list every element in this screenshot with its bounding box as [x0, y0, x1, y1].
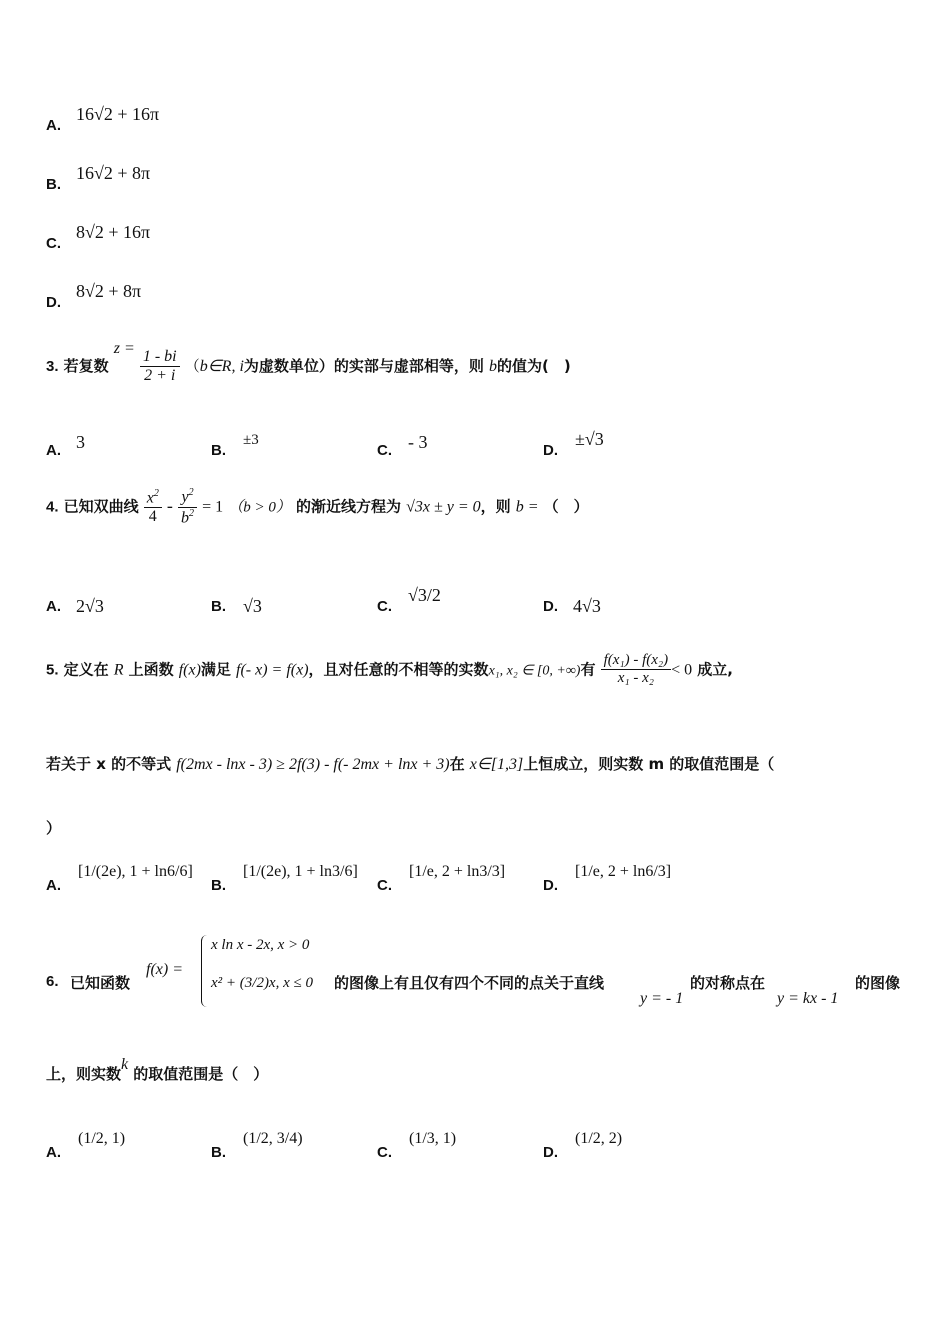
q6-text-d: 的图像: [855, 974, 901, 992]
q3-cond-open: （: [184, 357, 200, 375]
q6-line2-a: 上，则实数: [46, 1065, 122, 1083]
q6-option-a-label: A.: [46, 1144, 61, 1161]
q5-ineq-frac: [601, 652, 672, 688]
q3-text-end: 的值为( ): [497, 357, 571, 375]
q2-option-d-label: D.: [46, 294, 61, 311]
q4-frac-x: $\frac{x^2}{4}$: [144, 488, 162, 527]
q2-option-d-expr: 8√2 + 8π: [76, 281, 142, 301]
q4-option-b-label: B.: [211, 598, 226, 615]
q3-option-c-label: C.: [377, 442, 392, 459]
q5-option-c-label: C.: [377, 877, 392, 894]
q2-option-c-expr: 8√2 + 16π: [76, 222, 151, 242]
q5-option-a-expr: [1/(2e), 1 + ln6/6]: [78, 863, 193, 880]
q6-text-c: 的对称点在: [690, 974, 766, 992]
q6-line2-b: 的取值范围是（ ）: [133, 1065, 269, 1083]
q3-number: 3.: [46, 358, 59, 375]
q5-line2-interval: x∈[1,3]: [469, 756, 524, 773]
q5-text-b: 上函数: [128, 660, 174, 679]
q5-number: 5.: [46, 661, 59, 679]
q2-option-a-label: A.: [46, 117, 61, 134]
q3-stem: [46, 340, 571, 385]
q5-line2-c: 上恒成立，则实数 m 的取值范围是（: [523, 755, 775, 773]
q2-option-b-expr: 16√2 + 8π: [76, 163, 151, 183]
q5-text-f: 成立,: [697, 660, 733, 679]
q3-option-a-label: A.: [46, 442, 61, 459]
q6-option-c-expr: (1/3, 1): [409, 1130, 457, 1147]
q4-option-a-expr: 2√3: [76, 596, 104, 616]
q6-line2: y = kx - 1: [777, 990, 839, 1007]
q4-text-a: 已知双曲线: [63, 497, 139, 516]
q4-text-c: ，则: [480, 497, 511, 516]
q6-option-d-expr: (1/2, 2): [575, 1130, 623, 1147]
q3-option-d-label: D.: [543, 442, 558, 459]
q5-option-d-expr: [1/e, 2 + ln6/3]: [575, 863, 672, 880]
q5-option-b-label: B.: [211, 877, 226, 894]
q6-stem-line2: [46, 1056, 268, 1084]
q6-line: y = - 1: [640, 990, 684, 1007]
q4-option-d-label: D.: [543, 598, 558, 615]
q5-line2-b: 在: [449, 755, 465, 773]
q5-text-a: 定义在: [63, 660, 109, 679]
q5-ineq-tail: < 0: [671, 661, 693, 679]
q5-domain: x₁, x₂ ∈ [0, +∞): [488, 663, 581, 679]
q6-number: 6.: [46, 973, 59, 990]
q4-var: b =: [515, 498, 539, 516]
q3-option-a-expr: 3: [76, 432, 85, 452]
q4-text-b: 的渐近线方程为: [295, 497, 401, 516]
q4-option-c-expr: √3/2: [408, 585, 441, 605]
q3-var: b: [489, 358, 497, 375]
q5-stem-line1: [46, 652, 733, 688]
q6-text-a: 已知函数: [70, 974, 131, 992]
q2-option-a-expr: 16√2 + 16π: [76, 104, 160, 124]
q6-text-b: 的图像上有且仅有四个不同的点关于直线: [334, 974, 605, 992]
q5-line2-ineq: f(2mx - lnx - 3) ≥ 2f(3) - f(- 2mx + lnx + 3): [176, 756, 450, 773]
q2-option-b-label: B.: [46, 176, 61, 193]
q3-option-c-expr: - 3: [408, 432, 428, 452]
q5-option-a-label: A.: [46, 877, 61, 894]
q4-stem: 4. 已知双曲线 $\frac{x^2}{4}$ - $\frac{y^2}{b^2}$ = 1 （b > 0） 的渐近线方程为 √3x ± y = 0，则 b = （ ）: [46, 487, 589, 527]
q6-case2: x² + (3/2)x, x ≤ 0: [211, 975, 313, 991]
q6-fx: f(x) =: [146, 961, 183, 978]
q6-option-d-label: D.: [543, 1144, 558, 1161]
q3-z: z =: [113, 340, 135, 357]
q3-numerator: 1 - bi: [140, 348, 180, 367]
q4-frac-y: $\frac{y^2}{b^2}$: [178, 487, 197, 527]
q5-text-d: ，且对任意的不相等的实数: [308, 660, 489, 679]
q4-eq-tail: = 1: [202, 498, 224, 516]
q4-text-end: （ ）: [543, 497, 589, 516]
q4-option-b-expr: √3: [243, 596, 262, 616]
q5-ineq-den: x₁ - x₂: [617, 670, 654, 687]
q6-case1: x ln x - 2x, x > 0: [211, 937, 310, 953]
q6-brace: [201, 935, 208, 1007]
q3-condition: b∈R, i: [199, 358, 244, 375]
q6-option-b-expr: (1/2, 3/4): [243, 1130, 303, 1147]
q3-fraction: [140, 348, 180, 386]
q4-option-a-label: A.: [46, 598, 61, 615]
q6-option-b-label: B.: [211, 1144, 226, 1161]
q4-condition: （b > 0）: [228, 499, 291, 516]
q5-option-c-expr: [1/e, 2 + ln3/3]: [409, 863, 506, 880]
q3-denominator: 2 + i: [144, 367, 176, 384]
q5-text-e: 有: [580, 660, 596, 679]
q5-option-d-label: D.: [543, 877, 558, 894]
q2-option-c-label: C.: [46, 235, 61, 252]
q4-option-c-label: C.: [377, 598, 392, 615]
q4-option-d-expr: 4√3: [573, 596, 601, 616]
q5-option-b-expr: [1/(2e), 1 + ln3/6]: [243, 863, 358, 880]
q3-cond-text: 为虚数单位）的实部与虚部相等，则: [243, 357, 484, 375]
q5-line3: ）: [46, 819, 62, 837]
q5-ineq-num: f(x₁) - f(x₂): [601, 652, 672, 670]
q3-option-b-label: B.: [211, 442, 226, 459]
q6-option-a-expr: (1/2, 1): [78, 1130, 126, 1147]
q3-text: 若复数: [63, 357, 109, 375]
q5-line2-a: 若关于 x 的不等式: [46, 755, 172, 773]
q5-stem-line2: [46, 753, 774, 774]
q3-option-b-expr: ±3: [243, 432, 259, 448]
q4-asymptote: √3x ± y = 0: [406, 498, 481, 516]
q6-stem-line1: [46, 935, 926, 1015]
q3-option-d-expr: ±√3: [575, 429, 604, 449]
q5-text-c: 满足: [200, 660, 231, 679]
q5-fx: f(x): [178, 661, 201, 679]
q5-R: R: [113, 661, 124, 679]
q6-option-c-label: C.: [377, 1144, 392, 1161]
q6-var: k: [121, 1056, 129, 1073]
q5-even: f(- x) = f(x): [236, 661, 309, 679]
q4-number: 4.: [46, 498, 59, 516]
